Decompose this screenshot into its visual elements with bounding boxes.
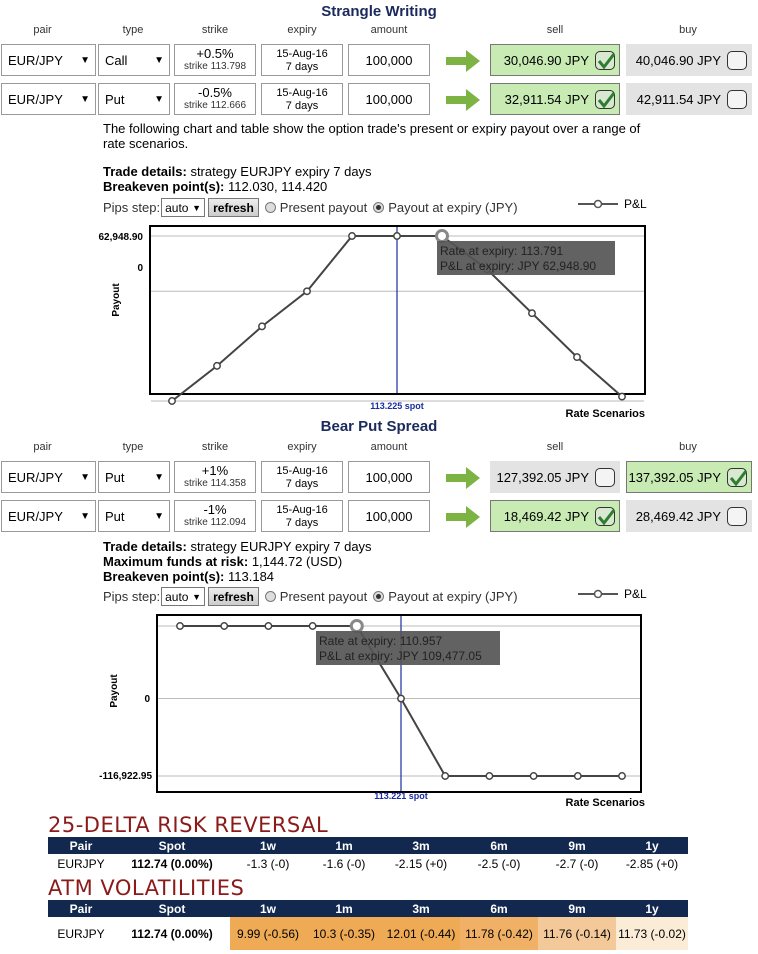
col-header-strike: strike bbox=[201, 441, 229, 453]
sell-price-button[interactable] bbox=[490, 44, 620, 76]
y-tick-label: 0 bbox=[137, 263, 143, 274]
max-funds-value: 1,144.72 (USD) bbox=[251, 554, 343, 569]
strike-field[interactable] bbox=[174, 83, 256, 115]
checkbox-icon[interactable] bbox=[727, 51, 747, 70]
col-header-buy: buy bbox=[679, 24, 697, 36]
strike-field[interactable] bbox=[174, 44, 256, 76]
expiry-date: 15-Aug-16 bbox=[276, 87, 328, 99]
type-value: Put bbox=[105, 508, 125, 524]
legend-label: P&L bbox=[624, 587, 647, 601]
vol-cell: 9.99 (-0.56) bbox=[230, 917, 306, 950]
col-header: 9m bbox=[538, 900, 616, 917]
pair-select[interactable] bbox=[1, 461, 96, 493]
col-header-amount: amount bbox=[370, 441, 408, 453]
pips-step-select[interactable] bbox=[161, 587, 205, 606]
data-point[interactable] bbox=[259, 323, 265, 329]
expiry-payout-label: Payout at expiry (JPY) bbox=[388, 589, 518, 604]
strangle-payout-chart bbox=[95, 222, 655, 422]
col-header-expiry: expiry bbox=[287, 441, 317, 453]
buy-price: 137,392.05 JPY bbox=[628, 469, 721, 485]
chevron-down-icon: ▼ bbox=[154, 510, 164, 522]
chevron-down-icon: ▼ bbox=[80, 510, 90, 522]
strangle-title: Strangle Writing bbox=[321, 3, 437, 20]
data-point[interactable] bbox=[351, 621, 362, 632]
data-point[interactable] bbox=[304, 288, 310, 294]
data-point[interactable] bbox=[221, 623, 227, 629]
data-point[interactable] bbox=[437, 231, 448, 242]
risk-reversal-title: 25-DELTA RISK REVERSAL bbox=[48, 813, 329, 837]
expiry-days: 7 days bbox=[285, 478, 319, 490]
strike-sub: strike 114.358 bbox=[183, 478, 247, 489]
spot-cell: 112.74 (0.00%) bbox=[131, 857, 213, 871]
col-header: 1m bbox=[306, 900, 382, 917]
pair-cell: EURJPY bbox=[57, 926, 105, 941]
arrow-right-icon bbox=[446, 89, 480, 111]
data-point[interactable] bbox=[349, 233, 355, 239]
expiry-field[interactable] bbox=[261, 461, 343, 493]
max-funds bbox=[103, 554, 342, 569]
data-point[interactable] bbox=[442, 773, 448, 779]
y-tick-label: 62,948.90 bbox=[98, 232, 143, 243]
amount-input[interactable]: 100,000 bbox=[348, 461, 430, 493]
col-header-sell: sell bbox=[546, 24, 564, 36]
expiry-date: 15-Aug-16 bbox=[276, 465, 328, 477]
check-icon[interactable] bbox=[595, 507, 615, 526]
expiry-payout-radio[interactable] bbox=[373, 202, 384, 213]
present-payout-label: Present payout bbox=[279, 200, 368, 215]
expiry-field[interactable] bbox=[261, 44, 343, 76]
bear-payout-chart bbox=[95, 611, 655, 813]
tooltip-pl: P&L at expiry: JPY 109,477.05 bbox=[319, 649, 482, 663]
trade-details-value: strategy EURJPY expiry 7 days bbox=[190, 164, 372, 179]
col-header: 9m bbox=[538, 837, 616, 854]
col-header-pair: pair bbox=[33, 24, 52, 36]
value-cell: -2.15 (+0) bbox=[394, 857, 448, 871]
expiry-field[interactable] bbox=[261, 83, 343, 115]
amount-input[interactable]: 100,000 bbox=[348, 500, 430, 532]
col-header-amount: amount bbox=[370, 24, 408, 36]
data-point[interactable] bbox=[619, 393, 625, 399]
refresh-button[interactable]: refresh bbox=[208, 198, 259, 217]
value-cell: -1.6 (-0) bbox=[322, 857, 366, 871]
y-axis-label: Payout bbox=[111, 283, 122, 317]
check-icon[interactable] bbox=[595, 90, 615, 109]
chevron-down-icon: ▼ bbox=[192, 202, 202, 213]
col-header-sell: sell bbox=[546, 441, 564, 453]
y-axis-label: Payout bbox=[109, 674, 120, 708]
chart-controls bbox=[103, 587, 518, 606]
col-header-expiry: expiry bbox=[287, 24, 317, 36]
pair-select[interactable] bbox=[1, 44, 96, 76]
strike-value: +0.5% bbox=[196, 46, 234, 61]
chart-tooltip bbox=[316, 631, 500, 665]
expiry-days: 7 days bbox=[285, 61, 319, 73]
data-point[interactable] bbox=[169, 398, 175, 404]
pair-select[interactable] bbox=[1, 500, 96, 532]
buy-price-button[interactable] bbox=[626, 461, 752, 493]
data-point[interactable] bbox=[309, 623, 315, 629]
type-value: Put bbox=[105, 91, 125, 107]
strike-field[interactable] bbox=[174, 461, 256, 493]
type-value: Call bbox=[105, 52, 128, 68]
type-select[interactable] bbox=[98, 500, 170, 532]
pair-value: EUR/JPY bbox=[8, 469, 63, 485]
data-point[interactable] bbox=[398, 695, 404, 701]
buy-price: 42,911.54 JPY bbox=[636, 91, 721, 107]
breakeven-value: 113.184 bbox=[228, 569, 275, 584]
tooltip-rate: Rate at expiry: 110.957 bbox=[319, 634, 443, 648]
chevron-down-icon: ▼ bbox=[192, 591, 202, 602]
col-header: 1w bbox=[230, 900, 306, 917]
col-header-pair: pair bbox=[33, 441, 52, 453]
pair-value: EUR/JPY bbox=[8, 91, 63, 107]
pips-step-label: Pips step: bbox=[103, 589, 161, 604]
value-cell: -2.85 (+0) bbox=[625, 857, 679, 871]
type-value: Put bbox=[105, 469, 125, 485]
data-point[interactable] bbox=[575, 773, 581, 779]
buy-price: 28,469.42 JPY bbox=[635, 508, 721, 524]
check-icon[interactable] bbox=[595, 51, 615, 70]
breakeven-value: 112.030, 114.420 bbox=[228, 179, 328, 194]
chevron-down-icon: ▼ bbox=[80, 93, 90, 105]
data-point[interactable] bbox=[619, 773, 625, 779]
buy-price-button[interactable] bbox=[626, 44, 752, 76]
chevron-down-icon: ▼ bbox=[154, 471, 164, 483]
strike-value: +1% bbox=[201, 463, 229, 478]
trade-details-label: Trade details: bbox=[103, 164, 187, 179]
value-cell: -2.7 (-0) bbox=[555, 857, 599, 871]
chart-legend bbox=[578, 197, 647, 211]
pair-value: EUR/JPY bbox=[8, 508, 63, 524]
chart-description: The following chart and table show the option trade's present or expiry payout over a range of rate scenarios. bbox=[103, 121, 641, 151]
sell-price: 18,469.42 JPY bbox=[503, 508, 589, 524]
expiry-field[interactable] bbox=[261, 500, 343, 532]
strike-value: -1% bbox=[203, 502, 227, 517]
value-cell: -1.3 (-0) bbox=[246, 857, 290, 871]
breakeven bbox=[103, 179, 327, 194]
data-point[interactable] bbox=[394, 233, 400, 239]
arrow-right-icon bbox=[446, 467, 480, 489]
legend-label: P&L bbox=[624, 197, 647, 211]
value-cell: -2.5 (-0) bbox=[477, 857, 521, 871]
sell-price: 30,046.90 JPY bbox=[503, 52, 589, 68]
tooltip-rate: Rate at expiry: 113.791 bbox=[440, 244, 564, 258]
sell-price-button[interactable] bbox=[490, 500, 620, 532]
expiry-days: 7 days bbox=[285, 517, 319, 529]
buy-price: 40,046.90 JPY bbox=[635, 52, 721, 68]
sell-price: 32,911.54 JPY bbox=[504, 91, 589, 107]
trade-details bbox=[103, 539, 372, 554]
x-axis-label: Rate Scenarios bbox=[565, 797, 645, 809]
col-header: Pair bbox=[48, 837, 114, 854]
data-point[interactable] bbox=[530, 773, 536, 779]
table-header-row bbox=[48, 900, 688, 917]
expiry-date: 15-Aug-16 bbox=[276, 48, 328, 60]
buy-price-button[interactable] bbox=[626, 83, 752, 115]
col-header-type: type bbox=[122, 441, 144, 453]
present-payout-label: Present payout bbox=[279, 589, 368, 604]
chevron-down-icon: ▼ bbox=[80, 54, 90, 66]
col-header: 1y bbox=[616, 837, 688, 854]
vol-cell: 10.3 (-0.35) bbox=[306, 917, 382, 950]
table-row bbox=[48, 854, 688, 874]
risk-reversal-table bbox=[48, 837, 688, 874]
y-tick-label: -116,922.95 bbox=[99, 771, 152, 782]
y-tick-label: 0 bbox=[144, 694, 150, 705]
vol-cell: 11.73 (-0.02) bbox=[616, 917, 688, 950]
pair-select[interactable] bbox=[1, 83, 96, 115]
breakeven-label: Breakeven point(s): bbox=[103, 569, 225, 584]
check-icon[interactable] bbox=[727, 468, 747, 487]
legend-line-icon bbox=[578, 199, 618, 209]
pair-value: EUR/JPY bbox=[8, 52, 63, 68]
strike-value: -0.5% bbox=[198, 85, 232, 100]
expiry-date: 15-Aug-16 bbox=[276, 504, 328, 516]
col-header: 3m bbox=[382, 837, 460, 854]
max-funds-label: Maximum funds at risk: bbox=[103, 554, 249, 569]
trade-details-value: strategy EURJPY expiry 7 days bbox=[190, 539, 372, 554]
col-header-type: type bbox=[122, 24, 144, 36]
vol-cell: 12.01 (-0.44) bbox=[382, 917, 460, 950]
breakeven bbox=[103, 569, 274, 584]
sell-price: 127,392.05 JPY bbox=[496, 469, 589, 485]
spot-label: 113.221 spot bbox=[374, 791, 428, 801]
spot-label: 113.225 spot bbox=[370, 401, 424, 411]
amount-input[interactable]: 100,000 bbox=[348, 83, 430, 115]
refresh-button[interactable]: refresh bbox=[208, 587, 259, 606]
col-header: 1w bbox=[230, 837, 306, 854]
data-point[interactable] bbox=[177, 623, 183, 629]
checkbox-icon[interactable] bbox=[727, 507, 747, 526]
legend-line-icon bbox=[578, 589, 618, 599]
present-payout-radio[interactable] bbox=[265, 591, 276, 602]
data-point[interactable] bbox=[265, 623, 271, 629]
chevron-down-icon: ▼ bbox=[154, 93, 164, 105]
chart-controls bbox=[103, 198, 518, 217]
present-payout-radio[interactable] bbox=[265, 202, 276, 213]
atm-vol-table bbox=[48, 900, 688, 950]
expiry-days: 7 days bbox=[285, 100, 319, 112]
pips-step-value: auto bbox=[165, 200, 189, 215]
x-axis-label: Rate Scenarios bbox=[565, 408, 645, 420]
sell-price-button[interactable] bbox=[490, 461, 620, 493]
tooltip-pl: P&L at expiry: JPY 62,948.90 bbox=[440, 259, 597, 273]
chevron-down-icon: ▼ bbox=[154, 54, 164, 66]
spot-cell: 112.74 (0.00%) bbox=[131, 926, 213, 941]
trade-details-label: Trade details: bbox=[103, 539, 187, 554]
table-row bbox=[48, 917, 688, 950]
breakeven-label: Breakeven point(s): bbox=[103, 179, 225, 194]
atm-vol-title: ATM VOLATILITIES bbox=[48, 876, 245, 900]
buy-price-button[interactable] bbox=[626, 500, 752, 532]
data-point[interactable] bbox=[574, 354, 580, 360]
sell-price-button[interactable] bbox=[490, 83, 620, 115]
data-point[interactable] bbox=[486, 773, 492, 779]
trade-details bbox=[103, 164, 372, 179]
strike-sub: strike 113.798 bbox=[183, 61, 247, 72]
strike-sub: strike 112.094 bbox=[183, 517, 247, 528]
strike-sub: strike 112.666 bbox=[183, 100, 247, 111]
table-header-row bbox=[48, 837, 688, 854]
data-point[interactable] bbox=[214, 363, 220, 369]
arrow-right-icon bbox=[446, 50, 480, 72]
col-header: Spot bbox=[114, 837, 230, 854]
col-header: 1m bbox=[306, 837, 382, 854]
vol-cell: 11.76 (-0.14) bbox=[538, 917, 616, 950]
col-header: 3m bbox=[382, 900, 460, 917]
expiry-payout-label: Payout at expiry (JPY) bbox=[388, 200, 518, 215]
data-point[interactable] bbox=[529, 310, 535, 316]
col-header: 6m bbox=[460, 837, 538, 854]
col-header: Pair bbox=[48, 900, 114, 917]
col-header: 6m bbox=[460, 900, 538, 917]
col-header: Spot bbox=[114, 900, 230, 917]
chart-legend bbox=[578, 587, 647, 601]
type-select[interactable] bbox=[98, 83, 170, 115]
vol-cell: 11.78 (-0.42) bbox=[460, 917, 538, 950]
col-header: 1y bbox=[616, 900, 688, 917]
pips-step-select[interactable] bbox=[161, 198, 205, 217]
col-header-strike: strike bbox=[201, 24, 229, 36]
chevron-down-icon: ▼ bbox=[80, 471, 90, 483]
pair-cell: EURJPY bbox=[57, 857, 105, 871]
amount-input[interactable]: 100,000 bbox=[348, 44, 430, 76]
arrow-right-icon bbox=[446, 506, 480, 528]
strike-field[interactable] bbox=[174, 500, 256, 532]
col-header-buy: buy bbox=[679, 441, 697, 453]
type-select[interactable] bbox=[98, 461, 170, 493]
checkbox-icon[interactable] bbox=[595, 468, 615, 487]
chart-tooltip bbox=[437, 241, 615, 275]
bear-title: Bear Put Spread bbox=[320, 418, 438, 435]
checkbox-icon[interactable] bbox=[727, 90, 747, 109]
pips-step-label: Pips step: bbox=[103, 200, 161, 215]
pips-step-value: auto bbox=[165, 589, 189, 604]
expiry-payout-radio[interactable] bbox=[373, 591, 384, 602]
type-select[interactable] bbox=[98, 44, 170, 76]
